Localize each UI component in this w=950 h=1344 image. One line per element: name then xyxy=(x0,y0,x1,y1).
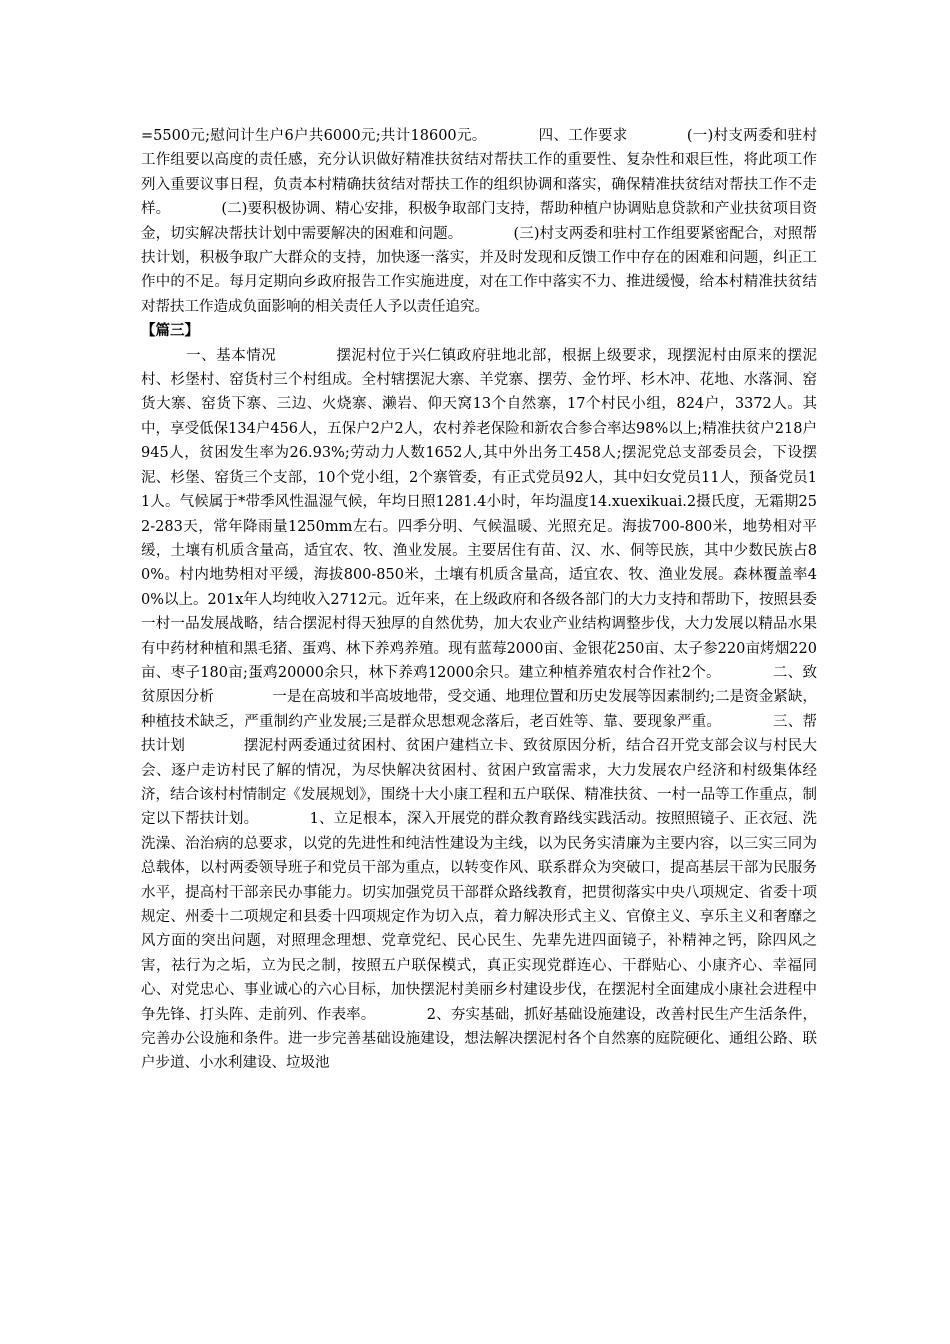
paragraph-basic-situation: 一、基本情况 摆泥村位于兴仁镇政府驻地北部，根据上级要求，现摆泥村由原来的摆泥村、杉堡村、窑货村三个村组成。全村辖摆泥大寨、羊党寨、摆劳、金竹坪、杉木冲、花地、水落洞、窑货大寨、窑货下寨、三边、火烧寨、濑岩、仰天窝13个自然寨，17个村民小组，824户，3372人。其中，享受低保134户456人，五保户2户2人，农村养老保险和新农合参合率达98%以上;精准扶贫户218户945人，贫困发生率为26.93%;劳动力人数1652人,其中外出务工458人;摆泥党总支部委员会，下设摆泥、杉堡、窑货三个支部，10个党小组，2个寨管委，有正式党员92人，其中妇女党员11人，预备党员11人。气候属于*带季风性温湿气候，年均日照1281.4小时，年均温度14.xuexikuai.2摄氏度，无霜期252-283天，常年降雨量1250mm左右。四季分明、气候温暖、光照充足。海拔700-800米，地势相对平缓，土壤有机质含量高，适宜农、牧、渔业发展。主要居住有苗、汉、水、侗等民族，其中少数民族占80%。村内地势相对平缓，海拔800-850米，土壤有机质含量高，适宜农、牧、渔业发展。森林覆盖率40%以上。201x年人均纯收入2712元。近年来，在上级政府和各级各部门的大力支持和帮助下，按照县委一村一品发展战略，结合摆泥村得天独厚的自然优势，加大农业产业结构调整步伐，大力发展以精品水果有中药材种植和黑毛猪、蛋鸡、林下养鸡养殖。现有蓝莓2000亩、金银花250亩、太子参220亩烤烟220亩、枣子180亩;蛋鸡20000余只，林下养鸡12000余只。建立种植养殖农村合作社2个。 二、致贫原因分析 一是在高坡和半高坡地带，受交通、地理位置和历史发展等因素制约;二是资金紧缺，种植技术缺乏，严重制约产业发展;三是群众思想观念落后，老百姓等、靠、要现象严重。 三、帮扶计划 摆泥村两委通过贫困村、贫困户建档立卡、致贫原因分析，结合召开党支部会议与村民大会、逐户走访村民了解的情况，为尽快解决贫困村、贫困户致富需求，大力发展农户经济和村级集体经济，结合该村村情制定《发展规划》，围绕十大小康工程和五户联保、精准扶贫、一村一品等工作重点，制定以下帮扶计划。 1、立足根本，深入开展党的群众教育路线实践活动。按照照镜子、正衣冠、洗洗澡、治治病的总要求，以党的先进性和纯洁性建设为主线，以为民务实清廉为主要内容，以三实三同为总载体，以村两委领导班子和党员干部为重点，以转变作风、联系群众为突破口，提高基层干部为民服务水平，提高村干部亲民办事能力。切实加强党员干部群众路线教育，把贯彻落实中央八项规定、省委十项规定、州委十二项规定和县委十四项规定作为切入点，着力解决形式主义、官僚主义、享乐主义和奢靡之风方面的突出问题，对照理念理想、党章党纪、民心民生、先辈先进四面镜子，补精神之钙，除四风之害，祛行为之垢，立为民之制，按照五户联保模式，真正实现党群连心、干群贴心、小康齐心、幸福同心、对党忠心、事业诚心的六心目标，加快摆泥村美丽乡村建设步伐，在摆泥村全面建成小康社会进程中争先锋、打头阵、走前列、作表率。 2、夯实基础，抓好基础设施建设，改善村民生产生活条件，完善办公设施和条件。进一步完善基础设施建设，想法解决摆泥村各个自然寨的庭院硬化、通组公路、联户步道、小水利建设、垃圾池 xyxy=(141,347,817,1072)
paragraph-work-requirements: =5500元;慰问计生户6户共6000元;共计18600元。 四、工作要求 (一)村支两委和驻村工作组要以高度的责任感，充分认识做好精准扶贫结对帮扶工作的重要性、复杂性和艰巨性，将此项工作列入重要议事日程，负责本村精确扶贫结对帮扶工作的组织协调和落实，确保精准扶贫结对帮扶工作不走样。 (二)要积极协调、精心安排，积极争取部门支持，帮助种植户协调贴息贷款和产业扶贫项目资金，切实解决帮扶计划中需要解决的困难和问题。 (三)村支两委和驻村工作组要紧密配合，对照帮扶计划，积极争取广大群众的支持，加快逐一落实，并及时发现和反馈工作中存在的困难和问题，纠正工作中的不足。每月定期向乡政府报告工作实施进度，对在工作中落实不力、推进缓慢，给本村精准扶贫结对帮扶工作造成负面影响的相关责任人予以责任追究。 xyxy=(141,128,817,315)
document-page xyxy=(141,124,817,1076)
section-heading: 【篇三】 xyxy=(141,322,199,340)
